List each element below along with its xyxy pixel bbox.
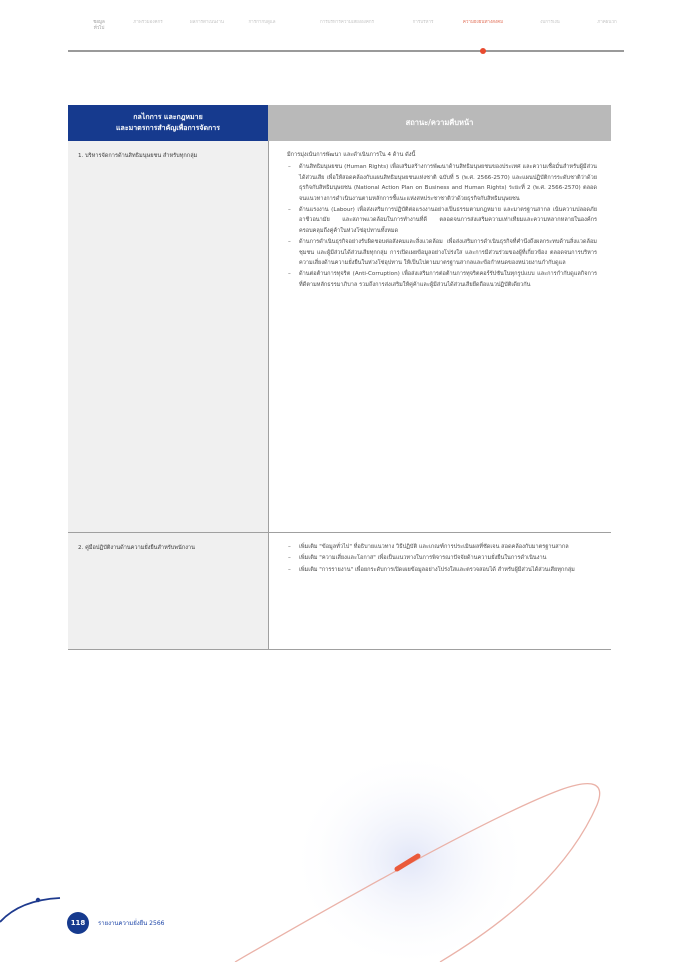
active-section-marker <box>480 48 486 54</box>
status-bullet-list <box>287 162 597 290</box>
nav-divider-line <box>68 50 624 52</box>
row-topic: 1. บริหารจัดการด้านสิทธิมนุษยชน สำหรับทุกกลุ่ม <box>68 141 268 532</box>
bullet-item: – ด้านต่อต้านการทุจริต (Anti-Corruption) เพื่อส่งเสริมการต่อต้านการทุจริตคอร์รัปชันในทุกรูปแบบ และการกำกับดูแลกิจการที่ดีตามหลักธรรมาภิบาล รวมถึงการส่งเสริมให้คู่ค้าและผู้มีส่วนได้ส่วนเสียยึดถือแนวปฏิบัติเดียวกัน <box>287 269 597 290</box>
section-nav <box>68 20 624 54</box>
status-table <box>68 105 611 650</box>
row-topic: 2. คู่มือปฏิบัติงานด้านความยั่งยืนสำหรับพนักงาน <box>68 533 268 649</box>
bullet-item: – ด้านสิทธิมนุษยชน (Human Rights) เพื่อเสริมสร้างการพัฒนาด้านสิทธิมนุษยชนของประเทศ และความเชื่อมั่นสำหรับผู้มีส่วนได้ส่วนเสีย เพื่อให้สอดคล้องกับแผนสิทธิมนุษยชนแห่งชาติ ฉบับที่ 5 (พ.ศ. 2566-2570) และแผนปฏิบัติการระดับชาติว่าด้วยธุรกิจกับสิทธิมนุษยชน (National Action Plan on Business and Human Rights) ระยะที่ 2 (พ.ศ. 2566-2570) ตลอดจนแนวทางการดำเนินงานตามหลักการชี้แนะแห่งสหประชาชาติว่าด้วยธุรกิจกับสิทธิมนุษยชน <box>287 162 597 204</box>
row-status <box>268 533 611 649</box>
nav-tab-performance[interactable]: ผลการดำเนินงาน <box>189 20 224 25</box>
header-mechanism-line2: และมาตรการสำคัญเพื่อการจัดการ <box>116 124 220 132</box>
nav-tab-general[interactable]: ข้อมูลทั่วไป <box>93 20 105 31</box>
glow-spot <box>290 750 530 962</box>
header-mechanism-line1: กลไกการ และกฎหมาย <box>133 113 203 121</box>
bullet-item: – เพิ่มเติม "ข้อมูลทั่วไป" ที่อธิบายแนวทาง วิธีปฏิบัติ และเกณฑ์การประเมินผลที่ชัดเจน สอดคล้องกับมาตรฐานสากล <box>287 542 597 552</box>
header-mechanism <box>68 105 268 141</box>
report-title: รายงานความยั่งยืน 2566 <box>98 920 165 927</box>
bullet-item: – เพิ่มเติม "การรายงาน" เพื่อยกระดับการเปิดเผยข้อมูลอย่างโปร่งใสและตรวจสอบได้ สำหรับผู้มีส่วนได้ส่วนเสียทุกกลุ่ม <box>287 565 597 575</box>
nav-tab-social[interactable]: ความยั่งยืนทางสังคม <box>462 20 504 25</box>
nav-tab-overview[interactable]: ภาพรวมองค์กร <box>133 20 163 25</box>
bullet-item: – เพิ่มเติม "ความเสี่ยงและโอกาส" เพื่อเป็นแนวทางในการพิจารณาปัจจัยด้านความยั่งยืนในการดำเนินงาน <box>287 553 597 563</box>
nav-tab-governance[interactable]: การกำกับดูแล <box>248 20 276 25</box>
table-row <box>68 533 611 650</box>
navy-arc <box>0 898 60 922</box>
bullet-item: – ด้านการดำเนินธุรกิจอย่างรับผิดชอบต่อสังคมและสิ่งแวดล้อม เพื่อส่งเสริมการดำเนินธุรกิจที่คำนึงถึงผลกระทบด้านสิ่งแวดล้อม ชุมชน และผู้มีส่วนได้ส่วนเสียทุกกลุ่ม การเปิดเผยข้อมูลอย่างโปร่งใส และการมีส่วนร่วมของผู้ที่เกี่ยวข้อง ตลอดจนการบริหารความเสี่ยงด้านความยั่งยืนในห่วงโซ่อุปทาน ให้เป็นไปตามมาตรฐานสากลและข้อกำหนดของหน่วยงานกำกับดูแล <box>287 237 597 268</box>
nav-tab-risk[interactable]: การบริหารความเสี่ยงองค์กร <box>319 20 375 25</box>
bullet-item: – ด้านแรงงาน (Labour) เพื่อส่งเสริมการปฏิบัติต่อแรงงานอย่างเป็นธรรมตามกฎหมาย และมาตรฐานสากล เน้นความปลอดภัย อาชีวอนามัย และสภาพแวดล้อมในการทำงานที่ดี ตลอดจนการส่งเสริมความเท่าเทียมและความหลากหลายในองค์กร ครอบคลุมถึงคู่ค้าในห่วงโซ่อุปทานทั้งหมด <box>287 205 597 236</box>
row-intro: มีการมุ่งเน้นการพัฒนา และดำเนินการใน 4 ด้าน ดังนี้ <box>287 152 416 158</box>
nav-tab-management[interactable]: การบริหาร <box>412 20 434 25</box>
navy-arc-dot <box>36 898 40 902</box>
row-status <box>268 141 611 532</box>
status-bullet-list <box>287 542 597 575</box>
header-status: สถานะ/ความคืบหน้า <box>268 105 611 141</box>
nav-tab-appendix[interactable]: ภาคผนวก <box>597 20 617 25</box>
page-number-badge: 118 <box>67 912 89 934</box>
table-header <box>68 105 611 141</box>
nav-tab-financial[interactable]: งบการเงิน <box>540 20 560 25</box>
table-row <box>68 141 611 533</box>
